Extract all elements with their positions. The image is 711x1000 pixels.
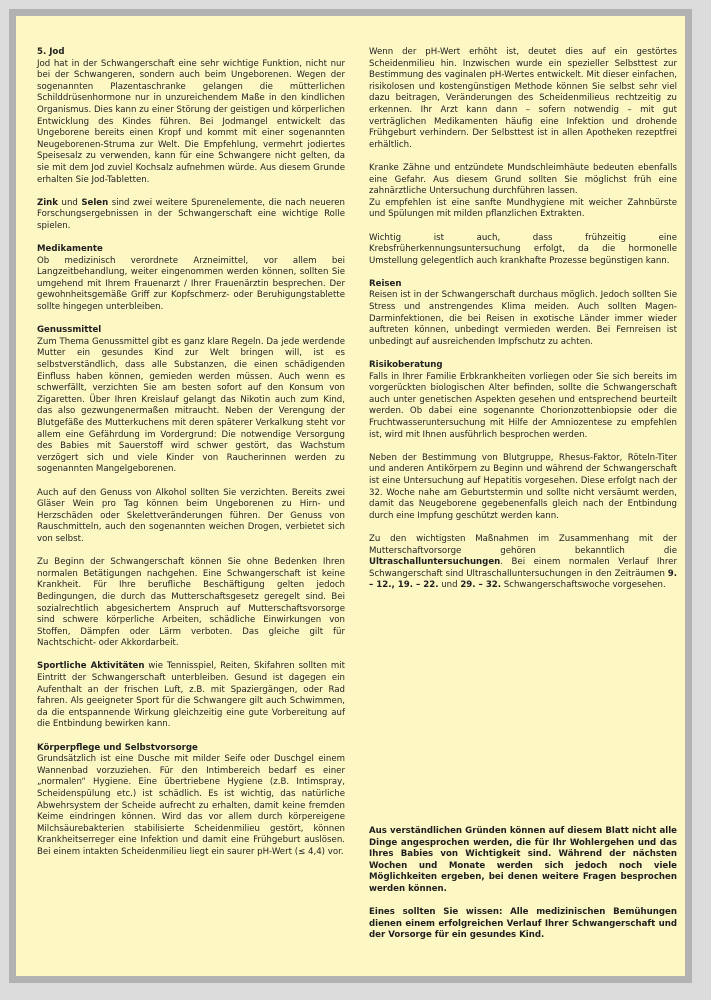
reisen-paragraph: Reisen ist in der Schwangerschaft durchaus möglich. Jedoch sollten Sie Stress und anstrengendes Klima meiden. Auch sollten Magen-Darminfektionen, die bei Reisen in exotische Länder immer wieder auftreten können, unbedingt vermieden werden. Bei Fernreisen ist unbedingt auf ausreichenden Impfschutz zu achten. (369, 290, 677, 347)
ultra-text-a: Zu den wichtigsten Maßnahmen im Zusammenhang mit der Mutterschaftvorsorge gehören bekanntlich die (369, 533, 677, 556)
ph-paragraph: Wenn der pH-Wert erhöht ist, deutet dies auf ein gestörtes Scheidenmilieu hin. Inzwischen wurde ein spezieller Selbsttest zur Bestimmung des vaginalen pH-Wertes entwickelt. Mit dieser einfachen, risikolosen und kostengünstigen Methode können Sie selbst sehr viel dazu beitragen, Veränderungen des Scheidenmilieus rechtzeitig zu erkennen. Ihr Arzt kann dann – sofern notwendig – mit gut verträglichen Medikamenten häufig eine Infektion und drohende Frühgeburt verhindern. Der Selbsttest ist in allen Apotheken rezeptfrei erhältlich. (369, 47, 677, 150)
zink-term: Zink (37, 197, 59, 208)
medikamente-paragraph: Ob medizinisch verordnete Arzneimittel, vor allem bei Langzeitbehandlung, weiter eingenommen werden können, sollten Sie umgehend mit Ihrem Frauenarzt / Ihrer Frauenärztin besprechen. Der gewohnheitsgemäße Griff zur Kopfschmerz- oder Beruhigungstablette sollte hingegen unterbleiben. (37, 255, 345, 313)
selen-term: Selen (81, 197, 109, 208)
sport-term: Sportliche Aktivitäten (37, 661, 145, 672)
mundhygiene-paragraph: Zu empfehlen ist eine sanfte Mundhygiene mit weicher Zahnbürste und Spülungen mit milden pflanzlichen Extrakten. (369, 197, 677, 220)
koerperpflege-heading: Körperpflege und Selbstvorsorge (37, 742, 198, 753)
sport-paragraph (37, 661, 345, 731)
zink-selen-paragraph (37, 198, 345, 233)
jod-paragraph: Jod hat in der Schwangerschaft eine sehr wichtige Funktion, nicht nur bei der Schwangeren, sondern auch beim Ungeborenen. Wegen der sogenannten Plazentaschranke gelangen die mütterlichen Schilddrüsenhormone nur in unzureichendem Maße in den kindlichen Organismus. Dies kann zu einer Störung der geistigen und körperlichen Entwicklung des Kindes führen. Bei Jodmangel entwickelt das Ungeborene bereits einen Kropf und kommt mit einer sogenannten Neugeborenen-Struma zur Welt. Die Empfehlung, vermehrt jodiertes Speisesalz zu verwenden, kann für eine Schwangere nicht gelten, da sie mit dem Jod zuviel Kochsalz aufnehmen würde. Aus diesem Grunde erhalten Sie Jod-Tabletten. (37, 58, 346, 185)
jod-heading: 5. Jod (37, 47, 65, 57)
closing-notes (369, 826, 677, 954)
alkohol-paragraph: Auch auf den Genuss von Alkohol sollten Sie verzichten. Bereits zwei Gläser Wein pro Tag können beim Ungeborenen zu Hirn- und Herzschäden oder Skelettveränderungen führen. Der Genuss von Rauschmitteln, auch den sogenannten weichen Drogen, verbietet sich von selbst. (37, 487, 345, 544)
ultraschall-paragraph (369, 534, 677, 592)
medikamente-heading: Medikamente (37, 244, 103, 255)
ultraschall-term: Ultraschalluntersuchungen (369, 557, 501, 568)
genussmittel-heading: Genussmittel (37, 325, 102, 336)
ultra-weeks-1: 9. – 12., 19. – 22. (369, 568, 677, 591)
blutgruppe-paragraph: Neben der Bestimmung von Blutgruppe, Rhesus-Faktor, Röteln-Titer und anderen Antikörpern zu Beginn und während der Schwangerschaft ist eine Untersuchung auf Hepatitis vorgesehen. Diese erfolgt nach der 32. Woche nahe am Geburtstermin und sollte nicht versäumt werden, damit das Neugeborene gegebenenfalls gleich nach der Entbindung durch eine Impfung geschützt werden kann. (369, 452, 677, 521)
beruf-paragraph: Zu Beginn der Schwangerschaft können Sie ohne Bedenken Ihren normalen Betätigungen nachgehen. Eine Schwangerschaft ist keine Krankheit. Für Ihre berufliche Beschäftigung gelten jedoch Bedingungen, die durch das Mutterschaftsgesetz geregelt sind. Bei sozialrechtlich abgesichertem Anspruch auf Mutterschaftsvorsorge sind schwere körperliche Arbeiten, schädliche Einwirkungen von Stoffen, Dämpfen oder Lärm verboten. Das gleiche gilt für Nachtschicht- oder Akkordarbeit. (37, 557, 345, 649)
ultra-text-e: und (438, 580, 461, 591)
sport-text: wie Tennisspiel, Reiten, Skifahren sollten mit Eintritt der Schwangerschaft unterbleiben. Gesund ist dagegen ein Aufenthalt an der frischen Luft, z.B. mit Spaziergängen, oder Rad fahren. Als geeigneter Sport für die Schwangere gilt auch Schwimmen, da die entspannende Wirkung gleichzeitig eine gute Vorbereitung auf die Entbindung bewirken kann. (37, 661, 345, 730)
und-connector: und (58, 197, 82, 208)
closing-paragraph-2: Eines sollten Sie wissen: Alle medizinischen Bemühungen dienen einem erfolgreichen Verlauf Ihrer Schwangerschaft und der Vorsorge für ein gesundes Kind. (369, 907, 677, 941)
ultra-weeks-2: 29. – 32. (460, 580, 502, 591)
risikoberatung-heading: Risikoberatung (369, 360, 443, 371)
ultra-text-g: Schwangerschaftswoche vorgesehen. (501, 580, 666, 591)
genussmittel-paragraph: Zum Thema Genussmittel gibt es ganz klare Regeln. Da jede werdende Mutter ein gesundes Kind zur Welt bringen will, ist es selbstverständlich, dass alle Substanzen, die einen schädigenden Einfluss haben können, gemieden werden müssen. Auch wenn es schwerfällt, verzichten Sie am besten sofort auf den Konsum von Zigaretten. Über Ihren Kreislauf gelangt das Nikotin auch zum Kind, das also gezwungenermaßen mitraucht. Neben der Verengung der Blutgefäße des Mutterkuchens mit deren späterer Verkalkung steht vor allem eine Gefährdung im Vordergrund: Die notwendige Versorgung des Babies mit Sauerstoff wird schwer gestört, das Wachstum verzögert sich und viele Kinder von Raucherinnen werden zu sogenannten Mangelgeborenen. (37, 336, 345, 475)
zink-selen-text: sind zwei weitere Spurenelemente, die nach neueren Forschungsergebnissen in der Schwangerschaft eine wichtige Rolle spielen. (37, 197, 346, 231)
zaehne-paragraph: Kranke Zähne und entzündete Mundschleimhäute bedeuten ebenfalls eine Gefahr. Aus diesem Grund sollten Sie möglichst früh eine zahnärztliche Untersuchung durchführen lassen. (369, 162, 677, 197)
right-column (369, 47, 677, 604)
koerperpflege-paragraph: Grundsätzlich ist eine Dusche mit milder Seife oder Duschgel einem Wannenbad vorzuziehen. Für den Intimbereich bedarf es einer „normalen“ Hygiene. Eine übertriebene Hygiene (z.B. Intimspray, Scheidenspülung etc.) ist schädlich. Es ist wichtig, das natürliche Abwehrsystem der Scheide aufrecht zu erhalten, damit keine fremden Keime eindringen können. Wird das vor allem durch körpereigene Milchsäurebakterien stabilisierte Scheidenmilieu gestört, können Krankheitserreger eine Infektion und damit eine Frühgeburt auslösen. Bei einem intakten Scheidenmilieu liegt ein saurer pH-Wert (≤ 4,4) vor. (37, 754, 345, 857)
krebs-paragraph: Wichtig ist auch, dass frühzeitig eine Krebsfrüherkennungsuntersuchung erfolgt, da die hormonelle Umstellung gelegentlich auch krankhafte Prozesse begünstigen kann. (369, 232, 677, 266)
left-column (37, 47, 345, 859)
reisen-heading: Reisen (369, 278, 402, 289)
closing-paragraph-1: Aus verständlichen Gründen können auf diesem Blatt nicht alle Dinge angesprochen werden, die für Ihr Wohlergehen und das Ihres Babies von Wichtigkeit sind. Während der nächsten Wochen und Monate werden sich jedoch noch viele Möglichkeiten ergeben, bei denen weitere Fragen besprochen werden können. (369, 826, 677, 894)
ultra-text-c: . Bei einem normalen Verlauf Ihrer Schwangerschaft sind Ultraschalluntersuchungen in den Zeiträumen (369, 557, 677, 579)
risikoberatung-paragraph: Falls in Ihrer Familie Erbkrankheiten vorliegen oder Sie sich bereits im vorgerückten biologischen Alter befinden, sollte die Schwangerschaft auch unter genetischen Aspekten gesehen und entsprechend beurteilt werden. Ob dabei eine sogenannte Chorionzottenbiopsie oder die Fruchtwasseruntersuchung mit Hilfe der Amniozentese zu empfehlen ist, wird mit Ihnen ausführlich besprochen werden. (369, 371, 677, 440)
